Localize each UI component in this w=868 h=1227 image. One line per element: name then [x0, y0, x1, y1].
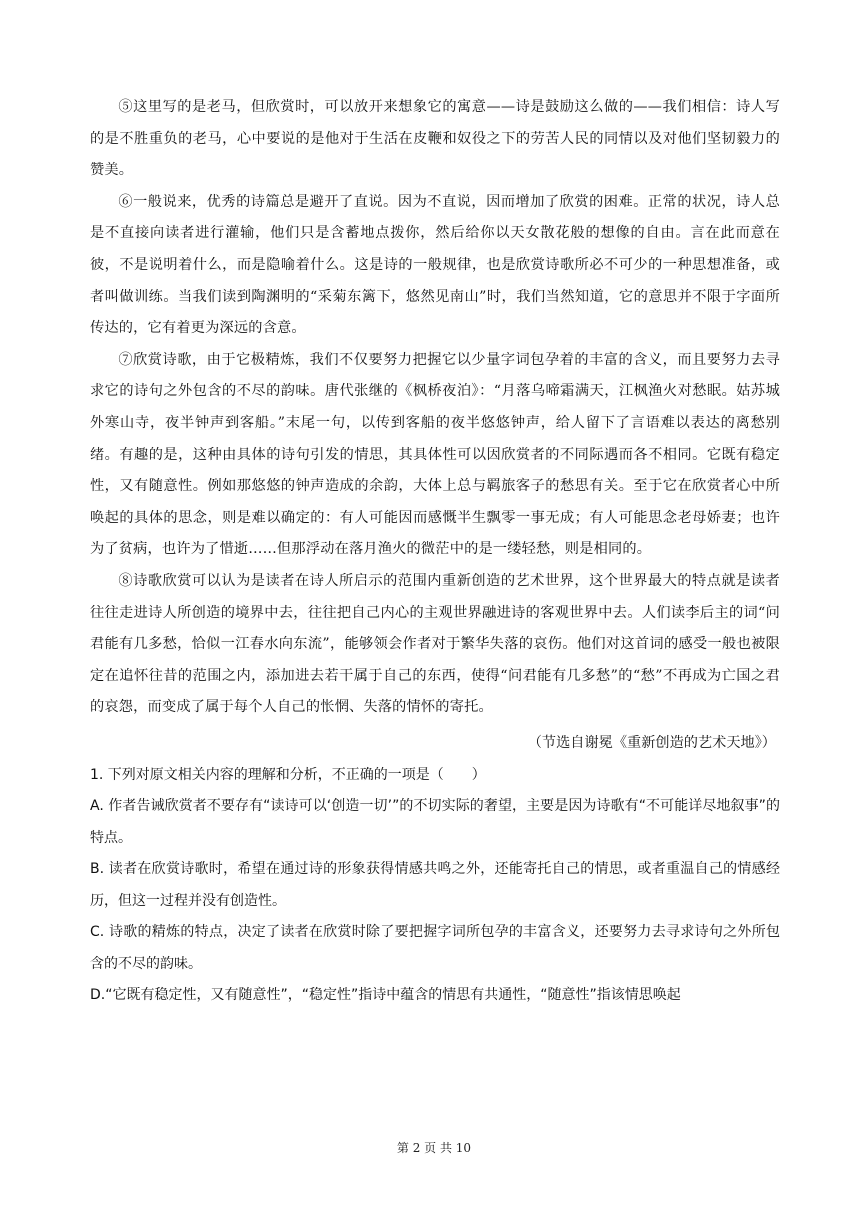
paragraph-5: ⑤这里写的是老马，但欣赏时，可以放开来想象它的寓意——诗是鼓励这么做的——我们相信：诗人写的是不胜重负的老马，心中要说的是他对于生活在皮鞭和奴役之下的劳苦人民的同情以及对他们坚韧毅力的赞美。	[90, 99, 780, 179]
question-1	[90, 760, 780, 1012]
document-page	[90, 92, 780, 1012]
option-a: A. 作者告诫欣赏者不要存有“读诗可以‘创造一切’”的不切实际的奢望，主要是因为诗歌有“不可能详尽地叙事”的特点。	[90, 798, 780, 846]
paragraph-8: ⑧诗歌欣赏可以认为是读者在诗人所启示的范围内重新创造的艺术世界，这个世界最大的特点就是读者往往走进诗人所创造的境界中去，往往把自己内心的主观世界融进诗的客观世界中去。人们读李后主的词“问君能有几多愁，恰似一江春水向东流”，能够领会作者对于繁华失落的哀伤。他们对这首词的感受一般也被限定在追怀往昔的范围之内，添加进去若干属于自己的东西，使得“问君能有几多愁”的“愁”不再成为亡国之君的哀怨，而变成了属于每个人自己的怅惘、失落的情怀的寄托。	[90, 572, 780, 716]
question-stem: 1. 下列对原文相关内容的理解和分析，不正确的一项是（ ）	[90, 766, 486, 783]
reading-passage	[90, 92, 780, 758]
page-footer: 第 2 页 共 10	[396, 1141, 472, 1155]
paragraph-7: ⑦欣赏诗歌，由于它极精炼，我们不仅要努力把握它以少量字词包孕着的丰富的含义，而且要努力去寻求它的诗句之外包含的不尽的韵味。唐代张继的《枫桥夜泊》：“月落乌啼霜满天，江枫渔火对愁眠。姑苏城外寒山寺，夜半钟声到客船。”末尾一句，以传到客船的夜半悠悠钟声，给人留下了言语难以表达的离愁别绪。有趣的是，这种由具体的诗句引发的情思，其具体性可以因欣赏者的不同际遇而各不相同。它既有稳定性，又有随意性。例如那悠悠的钟声造成的余韵，大体上总与羁旅客子的愁思有关。至于它在欣赏者心中所唤起的具体的思念，则是难以确定的：有人可能因而感慨半生飘零一事无成；有人可能思念老母娇妻；也许为了贫病，也许为了惜逝……但那浮动在落月渔火的微茫中的是一缕轻愁，则是相同的。	[90, 351, 780, 558]
option-d: D.“它既有稳定性，又有随意性”，“稳定性”指诗中蕴含的情思有共通性，“随意性”指该情思唤起	[90, 987, 681, 1004]
source-citation: （节选自谢冕《重新创造的艺术天地》）	[527, 734, 776, 751]
option-b: B. 读者在欣赏诗歌时，希望在通过诗的形象获得情感共鸣之外，还能寄托自己的情思，或者重温自己的情感经历，但这一过程并没有创造性。	[90, 861, 780, 909]
paragraph-6: ⑥一般说来，优秀的诗篇总是避开了直说。因为不直说，因而增加了欣赏的困难。正常的状况，诗人总是不直接向读者进行灌输，他们只是含蓄地点拨你，然后给你以天女散花般的想像的自由。言在此而意在彼，不是说明着什么，而是隐喻着什么。这是诗的一般规律，也是欣赏诗歌所必不可少的一种思想准备，或者叫做训练。当我们读到陶渊明的“采菊东篱下，悠然见南山”时，我们当然知道，它的意思并不限于字面所传达的，它有着更为深远的含意。	[90, 193, 780, 337]
option-c: C. 诗歌的精炼的特点，决定了读者在欣赏时除了要把握字词所包孕的丰富含义，还要努力去寻求诗句之外所包含的不尽的韵味。	[90, 924, 780, 972]
